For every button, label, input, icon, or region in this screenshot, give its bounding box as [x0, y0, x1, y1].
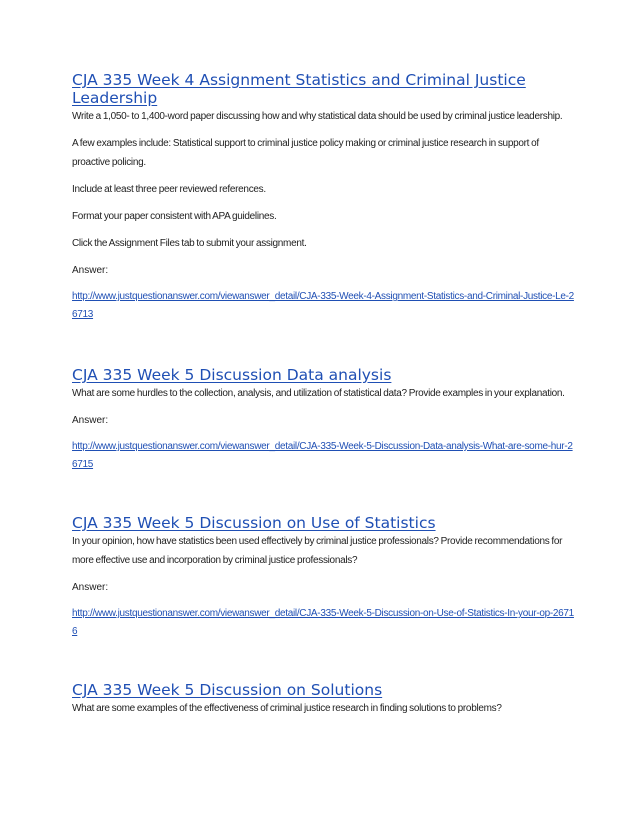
paragraph: In your opinion, how have statistics been used effectively by criminal justice professionals? Provide recommendations for more effective use and incorporation by criminal justice professionals?	[72, 536, 563, 566]
section-title-link[interactable]: CJA 335 Week 5 Discussion on Solutions	[72, 681, 383, 699]
section-week5-data-analysis	[72, 366, 574, 474]
paragraph: Format your paper consistent with APA guidelines.	[72, 211, 277, 222]
paragraph: Click the Assignment Files tab to submit your assignment.	[72, 238, 307, 249]
section-title-link[interactable]: CJA 335 Week 5 Discussion Data analysis	[72, 366, 392, 384]
section-week5-solutions	[72, 681, 574, 718]
answer-link[interactable]: http://www.justquestionanswer.com/viewanswer_detail/CJA-335-Week-4-Assignment-Statistics-and-Criminal-Justice-Le-26713	[72, 291, 574, 320]
section-title-link[interactable]: CJA 335 Week 5 Discussion on Use of Statistics	[72, 514, 436, 532]
paragraph: What are some hurdles to the collection, analysis, and utilization of statistical data? Provide examples in your explanation.	[72, 388, 565, 399]
section-title-link[interactable]: CJA 335 Week 4 Assignment Statistics and Criminal Justice Leadership	[72, 71, 526, 107]
paragraph: Write a 1,050- to 1,400-word paper discussing how and why statistical data should be used by criminal justice leadership.	[72, 111, 563, 122]
paragraph: Include at least three peer reviewed references.	[72, 184, 266, 195]
answer-label: Answer:	[72, 265, 109, 276]
paragraph: A few examples include: Statistical support to criminal justice policy making or criminal justice research in support of proactive policing.	[72, 138, 539, 168]
section-week4-assignment	[72, 71, 574, 324]
paragraph: What are some examples of the effectiveness of criminal justice research in finding solutions to problems?	[72, 703, 502, 714]
answer-link[interactable]: http://www.justquestionanswer.com/viewanswer_detail/CJA-335-Week-5-Discussion-on-Use-of-Statistics-In-your-op-26716	[72, 608, 574, 637]
answer-label: Answer:	[72, 582, 109, 593]
section-week5-use-of-statistics	[72, 514, 574, 641]
answer-link[interactable]: http://www.justquestionanswer.com/viewanswer_detail/CJA-335-Week-5-Discussion-Data-analysis-What-are-some-hur-26715	[72, 441, 573, 470]
answer-label: Answer:	[72, 415, 109, 426]
